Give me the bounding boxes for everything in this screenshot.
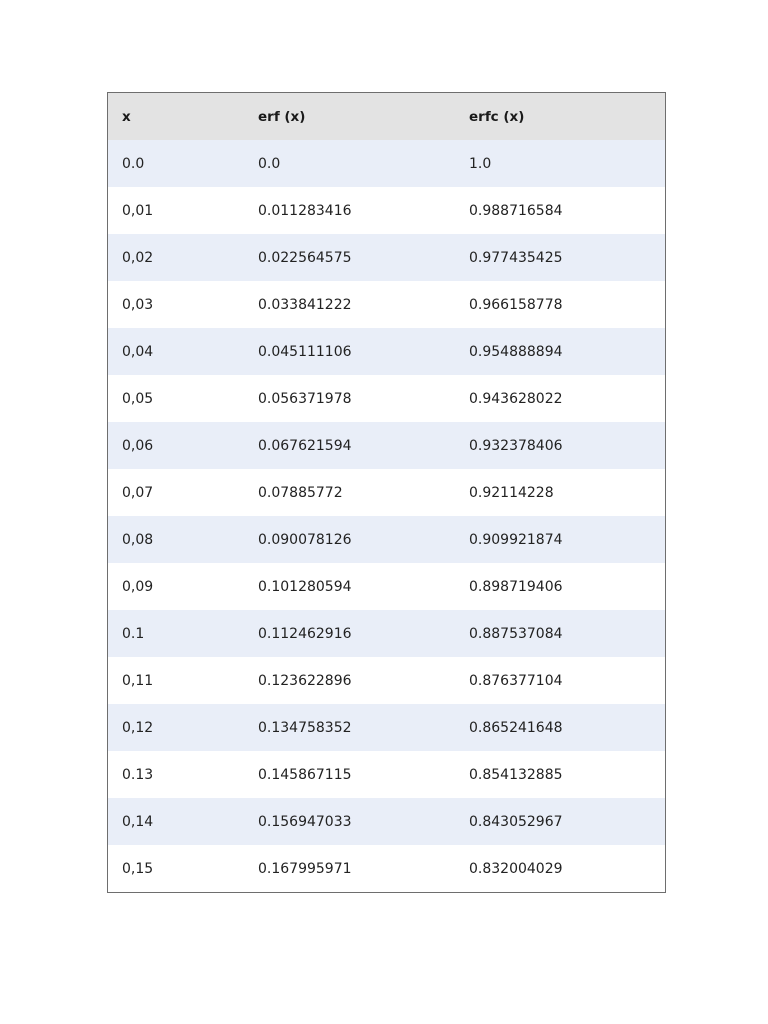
cell-erfc: 0.954888894 xyxy=(455,328,665,375)
cell-x: 0,01 xyxy=(108,187,244,234)
cell-erfc: 0.932378406 xyxy=(455,422,665,469)
cell-erfc: 0.843052967 xyxy=(455,798,665,845)
cell-erfc: 0.988716584 xyxy=(455,187,665,234)
table-row xyxy=(108,187,665,234)
cell-erf: 0.145867115 xyxy=(244,751,455,798)
cell-x: 0.1 xyxy=(108,610,244,657)
table-row xyxy=(108,375,665,422)
cell-erfc: 0.832004029 xyxy=(455,845,665,892)
header-row xyxy=(108,93,665,140)
header-erfc: erfc (x) xyxy=(455,93,665,140)
cell-x: 0,07 xyxy=(108,469,244,516)
cell-erf: 0.156947033 xyxy=(244,798,455,845)
table-row xyxy=(108,234,665,281)
cell-erf: 0.067621594 xyxy=(244,422,455,469)
cell-x: 0,15 xyxy=(108,845,244,892)
cell-erfc: 1.0 xyxy=(455,140,665,187)
cell-erf: 0.134758352 xyxy=(244,704,455,751)
cell-erfc: 0.92114228 xyxy=(455,469,665,516)
cell-x: 0,11 xyxy=(108,657,244,704)
cell-erf: 0.033841222 xyxy=(244,281,455,328)
cell-x: 0,09 xyxy=(108,563,244,610)
cell-erfc: 0.966158778 xyxy=(455,281,665,328)
table-row xyxy=(108,422,665,469)
cell-erf: 0.022564575 xyxy=(244,234,455,281)
cell-erfc: 0.943628022 xyxy=(455,375,665,422)
cell-erfc: 0.854132885 xyxy=(455,751,665,798)
table-row xyxy=(108,140,665,187)
cell-erf: 0.045111106 xyxy=(244,328,455,375)
cell-erfc: 0.898719406 xyxy=(455,563,665,610)
table-row xyxy=(108,704,665,751)
table-row xyxy=(108,610,665,657)
cell-erfc: 0.977435425 xyxy=(455,234,665,281)
cell-erfc: 0.887537084 xyxy=(455,610,665,657)
cell-x: 0,14 xyxy=(108,798,244,845)
cell-x: 0,02 xyxy=(108,234,244,281)
table-row xyxy=(108,845,665,892)
table-row xyxy=(108,751,665,798)
cell-x: 0,06 xyxy=(108,422,244,469)
cell-erf: 0.101280594 xyxy=(244,563,455,610)
cell-x: 0,12 xyxy=(108,704,244,751)
cell-erfc: 0.876377104 xyxy=(455,657,665,704)
cell-x: 0,04 xyxy=(108,328,244,375)
cell-erf: 0.0 xyxy=(244,140,455,187)
erf-table-container xyxy=(107,92,666,893)
table-body xyxy=(108,140,665,892)
erf-table xyxy=(108,93,665,892)
cell-erf: 0.056371978 xyxy=(244,375,455,422)
table-row xyxy=(108,798,665,845)
cell-x: 0,03 xyxy=(108,281,244,328)
cell-erfc: 0.909921874 xyxy=(455,516,665,563)
cell-erf: 0.07885772 xyxy=(244,469,455,516)
table-row xyxy=(108,469,665,516)
cell-x: 0,05 xyxy=(108,375,244,422)
table-row xyxy=(108,281,665,328)
table-row xyxy=(108,563,665,610)
table-row xyxy=(108,657,665,704)
cell-erf: 0.011283416 xyxy=(244,187,455,234)
table-row xyxy=(108,516,665,563)
cell-x: 0,08 xyxy=(108,516,244,563)
cell-x: 0.0 xyxy=(108,140,244,187)
header-x: x xyxy=(108,93,244,140)
table-header xyxy=(108,93,665,140)
cell-erf: 0.090078126 xyxy=(244,516,455,563)
cell-erf: 0.123622896 xyxy=(244,657,455,704)
cell-erf: 0.167995971 xyxy=(244,845,455,892)
table-row xyxy=(108,328,665,375)
cell-erf: 0.112462916 xyxy=(244,610,455,657)
cell-x: 0.13 xyxy=(108,751,244,798)
header-erf: erf (x) xyxy=(244,93,455,140)
cell-erfc: 0.865241648 xyxy=(455,704,665,751)
